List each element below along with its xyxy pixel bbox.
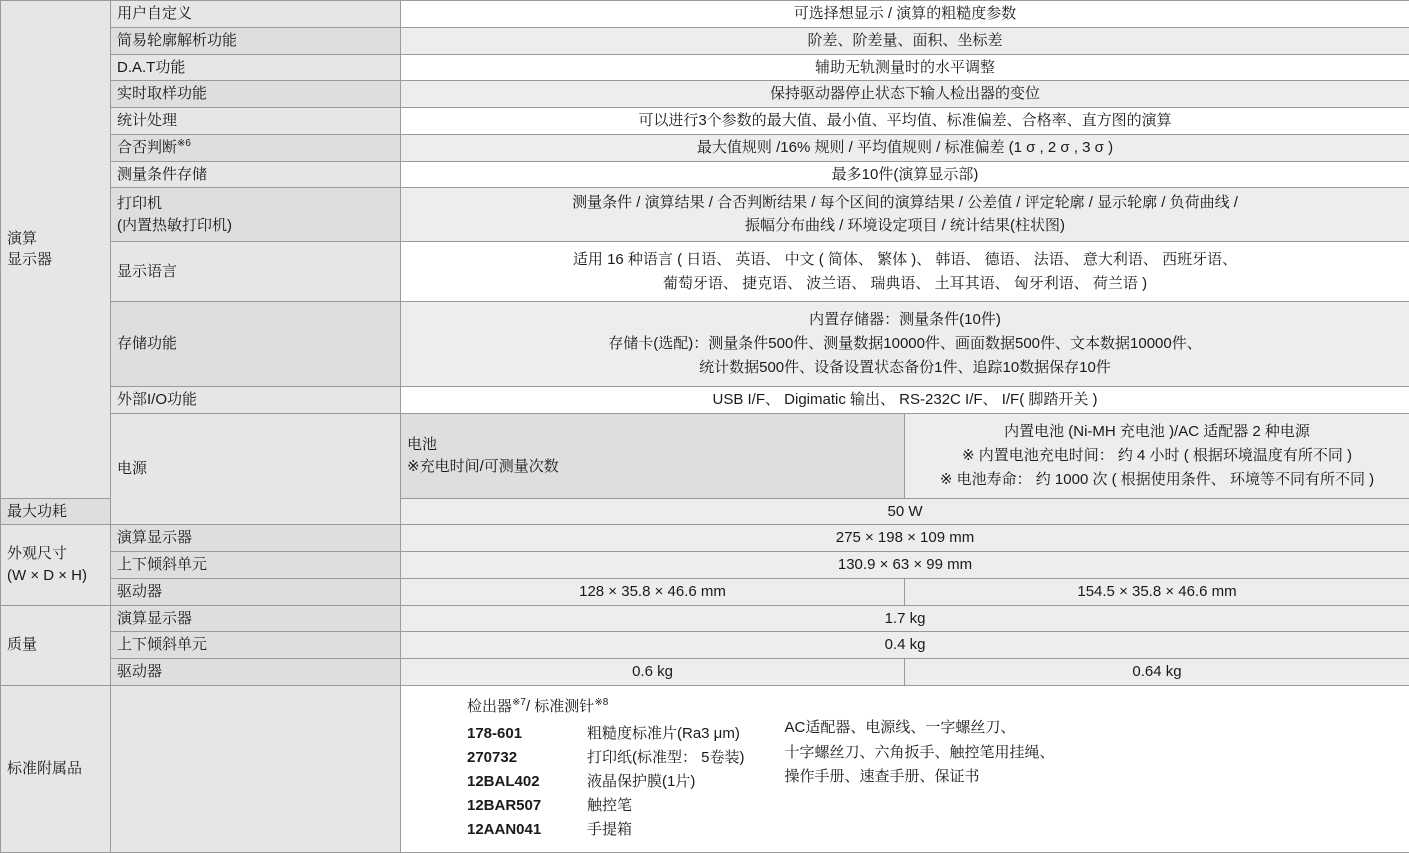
row-value-external-io: USB I/F、 Digimatic 输出、 RS-232C I/F、 I/F( 脚踏开关 ) [401, 386, 1409, 413]
accessory-code: 12BAL402 [467, 770, 587, 794]
category-label: 外观尺寸 (W × D × H) [7, 545, 87, 584]
list-item [467, 794, 745, 818]
row-label-battery-line1: 电池 [407, 434, 898, 456]
accessory-line: AC适配器、电源线、一字螺丝刀、 [785, 716, 1404, 741]
row-value-user-defined: 可选择想显示 / 演算的粗糙度参数 [401, 1, 1409, 28]
accessory-code: 12AAN041 [467, 818, 587, 842]
row-value-mass-display: 1.7 kg [401, 605, 1409, 632]
row-value-condition-storage: 最多10件(演算显示部) [401, 161, 1409, 188]
row-label-judgement-text: 合否判断 [117, 139, 177, 156]
row-value-dim-drive-left: 128 × 35.8 × 46.6 mm [401, 578, 905, 605]
row-value-judgement: 最大值规则 /16% 规则 / 平均值规则 / 标准偏差 (1 σ , 2 σ , 3 σ ) [401, 134, 1409, 161]
row-value-storage [401, 301, 1409, 386]
row-label-statistics: 统计处理 [111, 108, 401, 135]
row-value-battery-line3: ※ 电池寿命： 约 1000 次 ( 根据使用条件、 环境等不同有所不同 ) [911, 468, 1403, 492]
table-row [1, 1, 1409, 28]
category-label: 演算 显示器 [7, 230, 52, 269]
accessory-code: 12BAR507 [467, 794, 587, 818]
table-row [1, 81, 1409, 108]
row-value-mass-drive-left: 0.6 kg [401, 659, 905, 686]
row-value-printer-line2: 振幅分布曲线 / 环境设定项目 / 统计结果(柱状图) [407, 215, 1403, 238]
accessories-value [401, 685, 1409, 852]
row-label-printer [111, 188, 401, 242]
row-label-dat: D.A.T功能 [111, 54, 401, 81]
row-value-printer-line1: 测量条件 / 演算结果 / 合否判断结果 / 每个区间的演算结果 / 公差值 / 评定轮廓 / 显示轮廓 / 负荷曲线 / [407, 192, 1403, 215]
row-value-contour: 阶差、阶差量、面积、坐标差 [401, 27, 1409, 54]
row-label-dim-display: 演算显示器 [111, 525, 401, 552]
table-row [1, 605, 1409, 632]
list-item [467, 818, 745, 842]
row-label-judgement [111, 134, 401, 161]
row-label-printer-line2: (内置热敏打印机) [117, 215, 394, 237]
table-row [1, 27, 1409, 54]
accessory-code: 178-601 [467, 722, 587, 746]
category-accessories [1, 685, 111, 852]
row-value-storage-line2: 存储卡(选配)：测量条件500件、测量数据10000件、画面数据500件、文本数据10000件、 [407, 332, 1403, 356]
category-dimensions [1, 525, 111, 605]
row-value-battery-line1: 内置电池 (Ni-MH 充电池 )/AC 适配器 2 种电源 [911, 420, 1403, 444]
row-value-statistics: 可以进行3个参数的最大值、最小值、平均值、标准偏差、合格率、直方图的演算 [401, 108, 1409, 135]
table-row [1, 161, 1409, 188]
accessory-desc: 粗糙度标准片(Ra3 μm) [587, 722, 745, 746]
row-label-mass-tilt: 上下倾斜单元 [111, 632, 401, 659]
row-value-dim-tilt: 130.9 × 63 × 99 mm [401, 552, 1409, 579]
list-item [467, 746, 745, 770]
row-value-storage-line3: 统计数据500件、设备设置状态备份1件、追踪10数据保存10件 [407, 356, 1403, 380]
table-row [1, 242, 1409, 302]
table-row [1, 134, 1409, 161]
row-label-dim-tilt: 上下倾斜单元 [111, 552, 401, 579]
row-value-language [401, 242, 1409, 302]
footnote-marker-6: ※6 [177, 138, 191, 149]
row-value-realtime: 保持驱动器停止状态下输人检出器的变位 [401, 81, 1409, 108]
accessories-left-column [467, 696, 745, 842]
accessory-desc: 打印纸(标准型： 5卷装) [587, 746, 745, 770]
row-label-contour: 简易轮廓解析功能 [111, 27, 401, 54]
row-value-dat: 辅助无轨测量时的水平调整 [401, 54, 1409, 81]
category-compute-display [1, 1, 111, 499]
row-label-language: 显示语言 [111, 242, 401, 302]
accessories-right-column [785, 696, 1404, 842]
table-row [1, 685, 1409, 852]
row-value-battery-line2: ※ 内置电池充电时间： 约 4 小时 ( 根据环境温度有所不同 ) [911, 444, 1403, 468]
row-label-battery [401, 413, 905, 498]
category-label: 标准附属品 [7, 760, 82, 777]
row-label-mass-drive: 驱动器 [111, 659, 401, 686]
row-value-mass-drive-right: 0.64 kg [905, 659, 1409, 686]
row-value-battery [905, 413, 1409, 498]
row-label-max-power: 最大功耗 [1, 498, 111, 525]
table-row [1, 108, 1409, 135]
table-row [1, 578, 1409, 605]
row-value-max-power: 50 W [401, 498, 1409, 525]
footnote-marker-7: ※7 [512, 697, 526, 708]
table-row [1, 54, 1409, 81]
row-value-language-line1: 适用 16 种语言 ( 日语、 英语、 中文 ( 简体、 繁体 )、 韩语、 德语、 法语、 意大利语、 西班牙语、 [407, 248, 1403, 271]
table-row [1, 386, 1409, 413]
accessory-line: 十字螺丝刀、六角扳手、触控笔用挂绳、 [785, 741, 1404, 766]
list-item [467, 770, 745, 794]
row-value-dim-drive-right: 154.5 × 35.8 × 46.6 mm [905, 578, 1409, 605]
row-value-mass-tilt: 0.4 kg [401, 632, 1409, 659]
accessories-spacer [111, 685, 401, 852]
accessory-desc: 液晶保护膜(1片) [587, 770, 745, 794]
accessories-header-mid: / 标准测针 [526, 698, 594, 715]
row-label-mass-display: 演算显示器 [111, 605, 401, 632]
row-label-storage: 存储功能 [111, 301, 401, 386]
row-label-external-io: 外部I/O功能 [111, 386, 401, 413]
row-label-printer-line1: 打印机 [117, 193, 394, 215]
table-row [1, 525, 1409, 552]
footnote-marker-8: ※8 [594, 697, 608, 708]
accessory-line: 操作手册、速查手册、保证书 [785, 765, 1404, 790]
row-label-condition-storage: 测量条件存储 [111, 161, 401, 188]
accessory-code: 270732 [467, 746, 587, 770]
row-label-battery-line2: ※充电时间/可测量次数 [407, 456, 898, 478]
accessory-desc: 触控笔 [587, 794, 745, 818]
category-label: 质量 [7, 636, 37, 653]
table-row [1, 188, 1409, 242]
category-power [111, 413, 401, 525]
accessories-header-text: 检出器 [467, 698, 512, 715]
accessories-header [467, 696, 745, 718]
list-item [467, 722, 745, 746]
category-label: 电源 [117, 460, 147, 477]
row-label-dim-drive: 驱动器 [111, 578, 401, 605]
category-mass [1, 605, 111, 685]
row-value-printer [401, 188, 1409, 242]
row-value-language-line2: 葡萄牙语、 捷克语、 波兰语、 瑞典语、 土耳其语、 匈牙利语、 荷兰语 ) [407, 272, 1403, 295]
row-label-user-defined: 用户自定义 [111, 1, 401, 28]
row-value-dim-display: 275 × 198 × 109 mm [401, 525, 1409, 552]
table-row [1, 552, 1409, 579]
row-value-storage-line1: 内置存储器：测量条件(10件) [407, 308, 1403, 332]
row-label-realtime: 实时取样功能 [111, 81, 401, 108]
table-row [1, 413, 1409, 498]
accessory-desc: 手提箱 [587, 818, 745, 842]
table-row [1, 301, 1409, 386]
table-row [1, 632, 1409, 659]
table-row [1, 659, 1409, 686]
